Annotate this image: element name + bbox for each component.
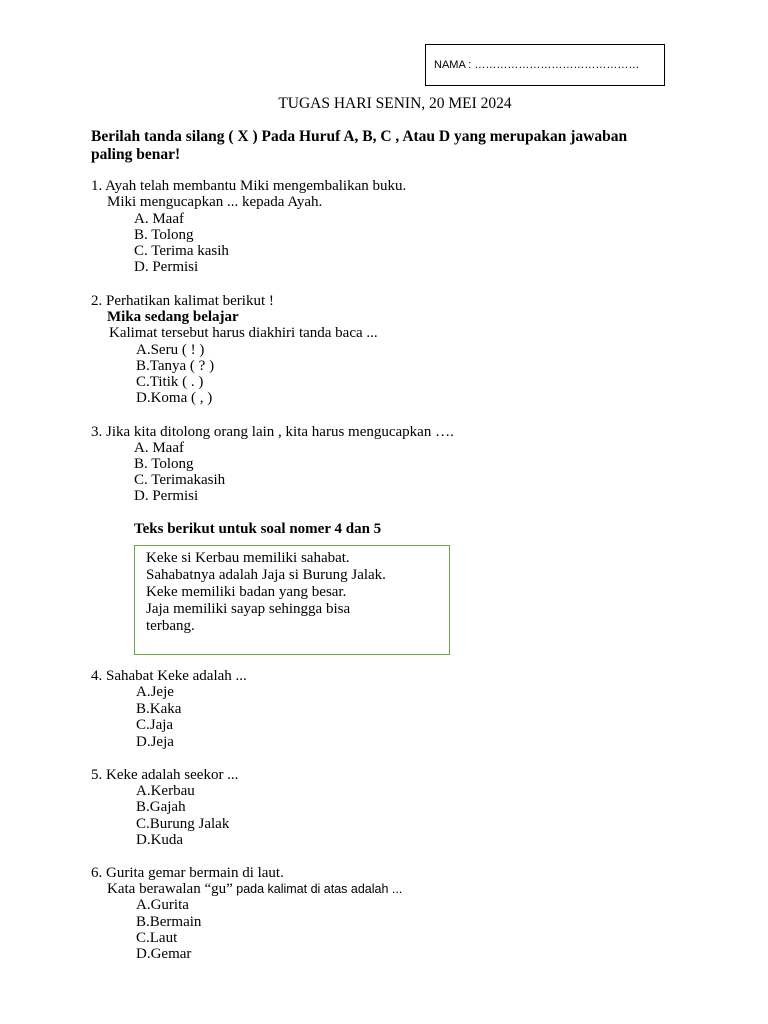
q5-option-c: C.Burung Jalak [136, 816, 230, 832]
q6-option-d: D.Gemar [136, 946, 192, 962]
q5-option-b: B.Gajah [136, 799, 186, 815]
question-6-line2-part1: Kata berawalan “gu” [107, 881, 233, 897]
passage-line: Jaja memiliki sayap sehingga bisa [146, 601, 351, 617]
question-1: 1. Ayah telah membantu Miki mengembalikan buku. [91, 178, 407, 194]
passage-box [134, 545, 450, 655]
passage-line: Keke si Kerbau memiliki sahabat. [146, 550, 350, 566]
question-4: 4. Sahabat Keke adalah ... [91, 668, 247, 684]
q3-option-d: D. Permisi [134, 488, 199, 504]
question-5: 5. Keke adalah seekor ... [91, 767, 239, 783]
q6-option-a: A.Gurita [136, 897, 189, 913]
q1-option-a: A. Maaf [134, 211, 184, 227]
question-1-line2: Miki mengucapkan ... kepada Ayah. [107, 194, 323, 210]
instruction: Berilah tanda silang ( X ) Pada Huruf A, B, C , Atau D yang merupakan jawaban paling benar! [91, 128, 628, 163]
q2-option-b: B.Tanya ( ? ) [136, 358, 215, 374]
q5-option-d: D.Kuda [136, 832, 184, 848]
passage-line: terbang. [146, 618, 195, 634]
q4-option-a: A.Jeje [136, 684, 174, 700]
question-6: 6. Gurita gemar bermain di laut. [91, 865, 284, 881]
q1-option-d: D. Permisi [134, 259, 199, 275]
question-6-line2 [107, 881, 402, 897]
q1-option-b: B. Tolong [134, 227, 194, 243]
q3-option-a: A. Maaf [134, 440, 184, 456]
q6-option-b: B.Bermain [136, 914, 202, 930]
page-title: TUGAS HARI SENIN, 20 MEI 2024 [278, 95, 512, 112]
question-6-line2-part2: pada kalimat di atas adalah ... [232, 882, 403, 896]
name-field: NAMA : ……………………………………… [425, 44, 665, 86]
q2-option-d: D.Koma ( , ) [136, 390, 213, 406]
q4-option-b: B.Kaka [136, 701, 182, 717]
q1-option-c: C. Terima kasih [134, 243, 229, 259]
passage-line: Keke memiliki badan yang besar. [146, 584, 347, 600]
question-3: 3. Jika kita ditolong orang lain , kita harus mengucapkan …. [91, 424, 454, 440]
question-2: 2. Perhatikan kalimat berikut ! [91, 293, 274, 309]
q5-option-a: A.Kerbau [136, 783, 195, 799]
question-2-line3: Kalimat tersebut harus diakhiri tanda baca ... [109, 325, 378, 341]
q2-option-a: A.Seru ( ! ) [136, 342, 205, 358]
q4-option-c: C.Jaja [136, 717, 174, 733]
q4-option-d: D.Jeja [136, 734, 174, 750]
q3-option-b: B. Tolong [134, 456, 194, 472]
passage-line: Sahabatnya adalah Jaja si Burung Jalak. [146, 567, 386, 583]
question-2-sentence: Mika sedang belajar [107, 309, 239, 325]
passage-heading: Teks berikut untuk soal nomer 4 dan 5 [134, 521, 382, 537]
q2-option-c: C.Titik ( . ) [136, 374, 204, 390]
q6-option-c: C.Laut [136, 930, 178, 946]
q3-option-c: C. Terimakasih [134, 472, 226, 488]
